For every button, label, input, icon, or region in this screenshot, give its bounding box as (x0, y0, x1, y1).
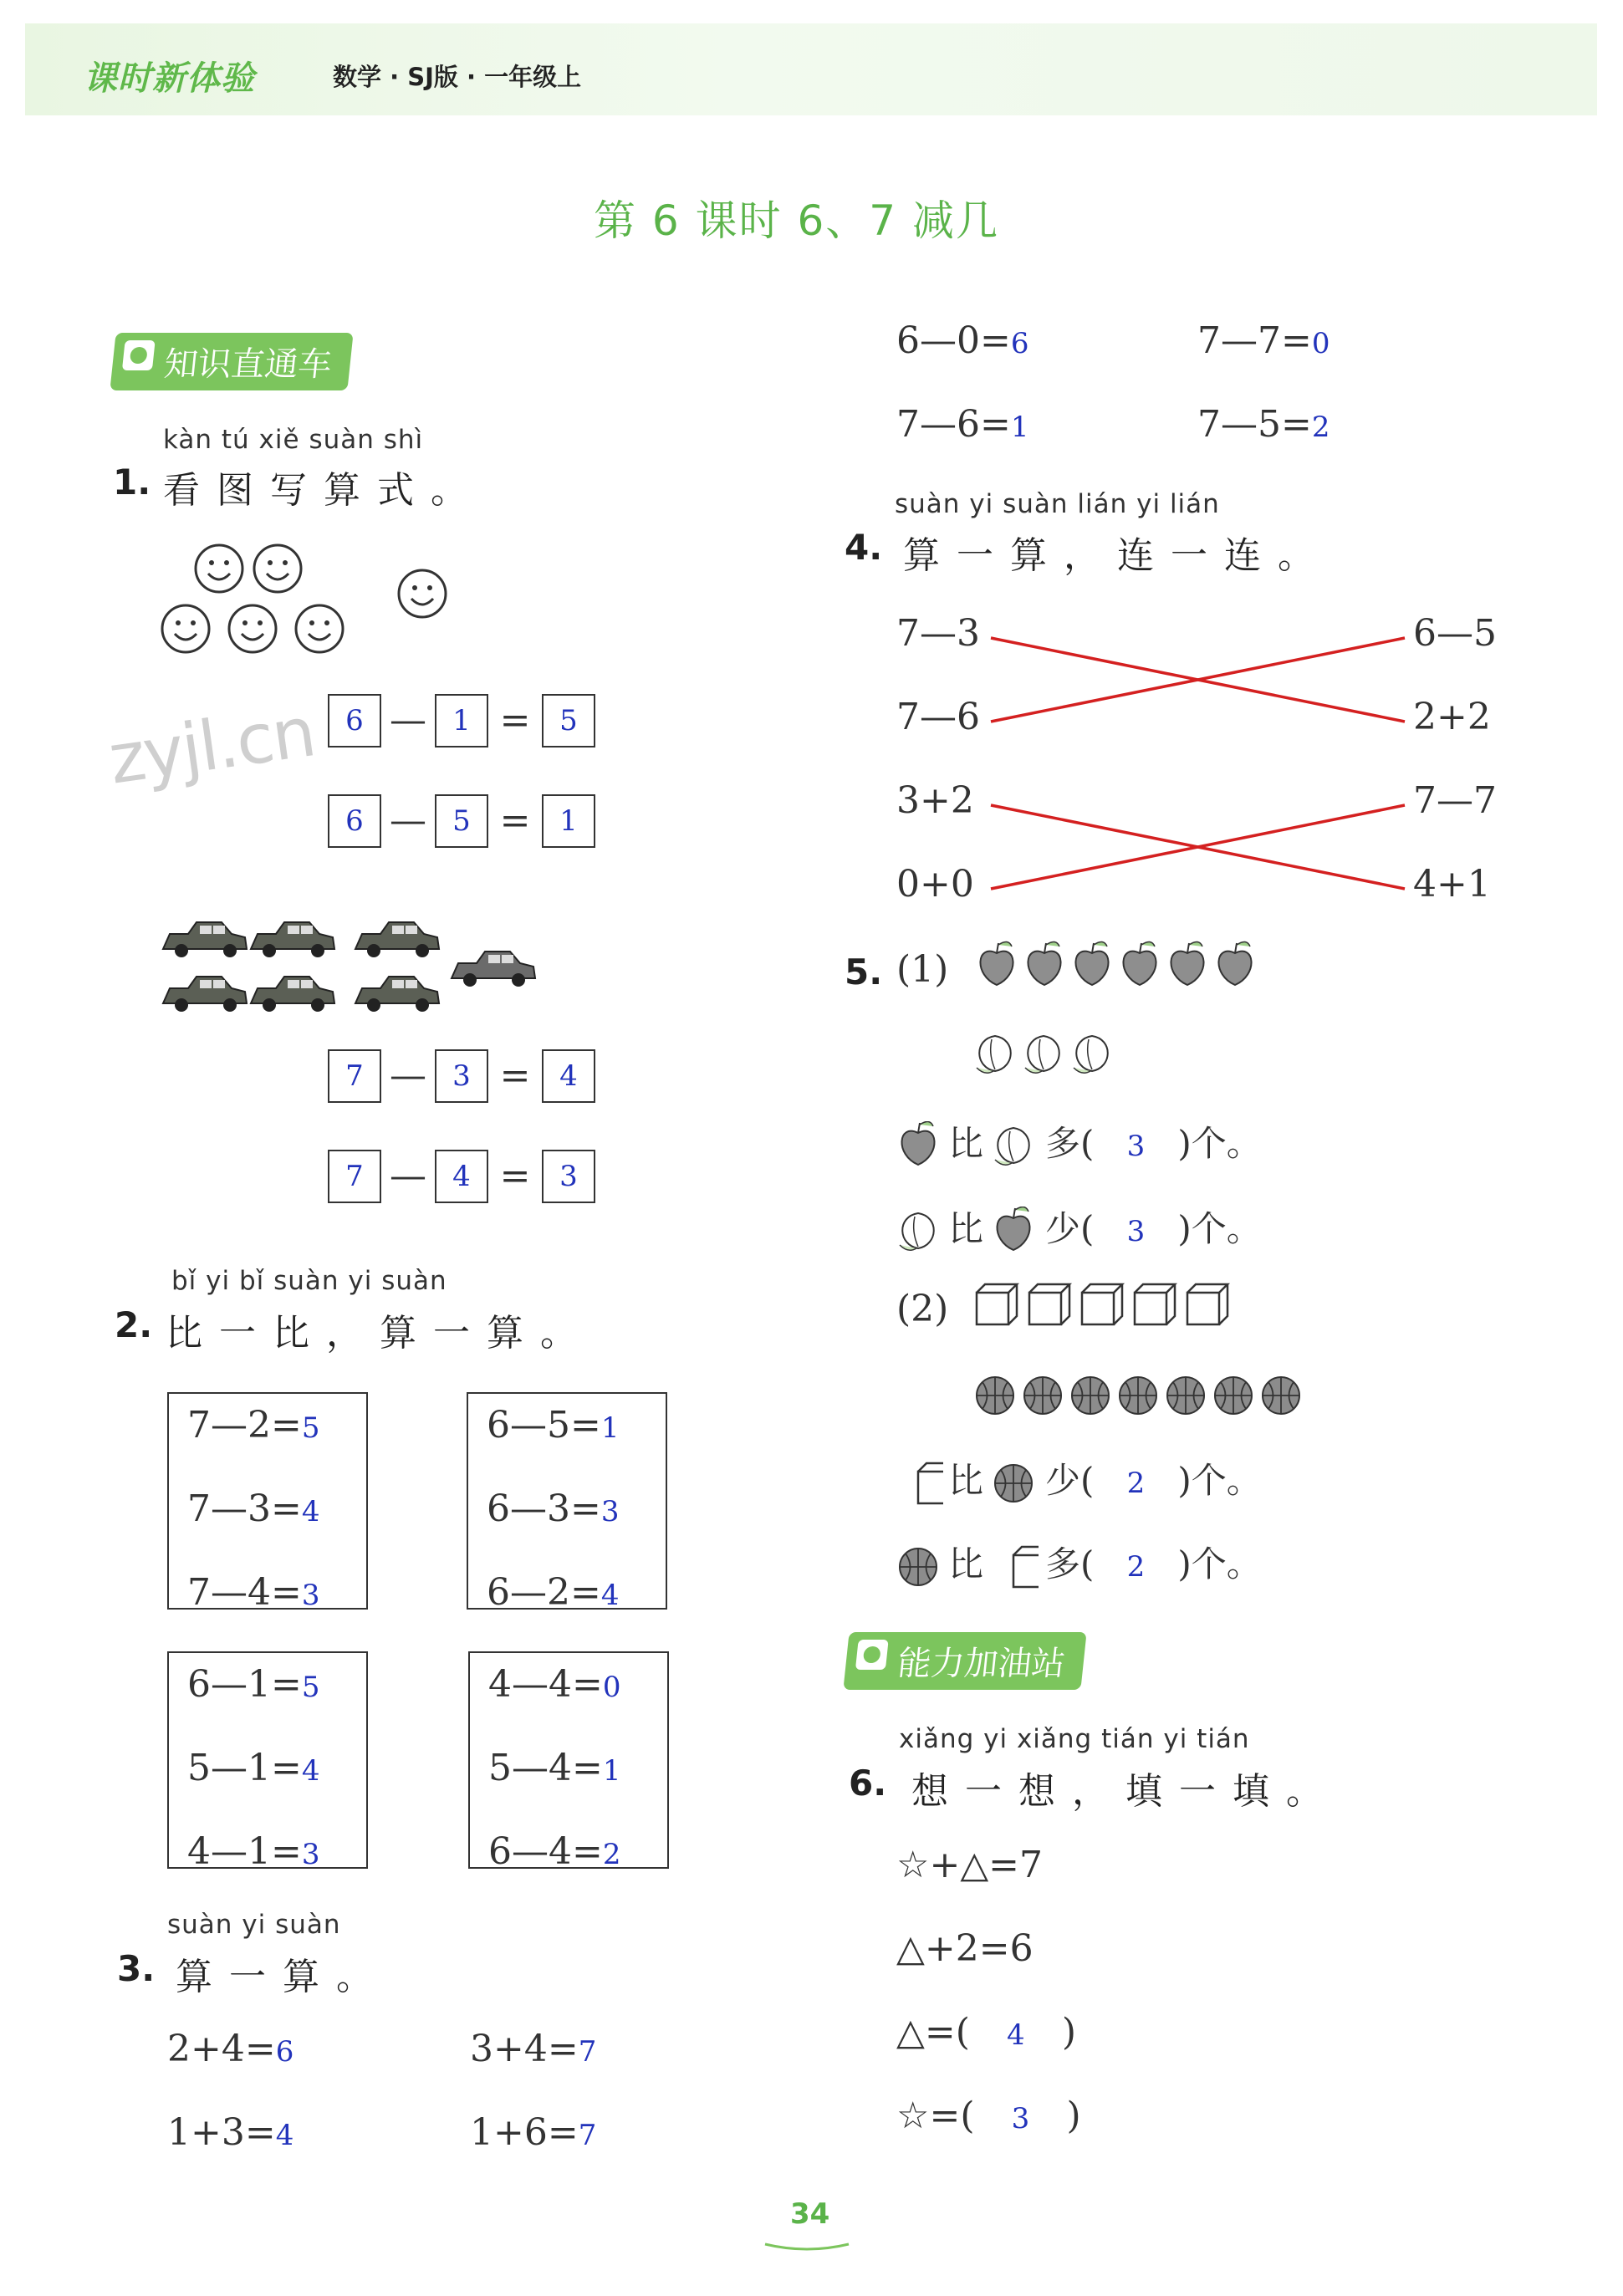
equation-line (187, 1830, 320, 1873)
minus-sign: — (390, 1155, 426, 1197)
q6-number: 6. (849, 1763, 887, 1804)
equals-sign: = (499, 699, 531, 742)
answer-box: 4 (542, 1049, 595, 1103)
q3-pinyin: suàn yi suàn (167, 1910, 341, 1940)
equation-line (487, 1571, 620, 1614)
peach-icon (1025, 1036, 1059, 1073)
apple-icon (1123, 941, 1156, 985)
answer-box: 1 (435, 694, 488, 747)
compare-icon-a (893, 1207, 943, 1257)
book-subtitle: 数学 · SJ版 · 一年级上 (333, 63, 582, 91)
cube-icon (1135, 1284, 1175, 1324)
compare-word: 少( (1045, 1208, 1095, 1249)
equation-expr: 7—3= (187, 1487, 302, 1530)
match-right-item: 6—5 (1413, 612, 1497, 655)
q5-part1-label: (1) (896, 948, 949, 991)
calc-expr: 6—0= (896, 319, 1011, 362)
equation-line (487, 1404, 620, 1446)
equation-answer: 3 (301, 1838, 320, 1871)
equation-expr: 5—4= (488, 1747, 603, 1789)
equation-answer: 3 (301, 1579, 320, 1612)
basketball-icon (1167, 1377, 1204, 1414)
cubes-illustration (970, 1278, 1246, 1336)
match-left-item: 7—3 (896, 612, 980, 655)
equation-answer: 0 (602, 1671, 621, 1704)
compare-icon-b (988, 1458, 1039, 1508)
equation-expr: 6—1= (187, 1663, 302, 1706)
section-label: 知识直通车 (162, 345, 334, 384)
basketball-icon (1024, 1377, 1061, 1414)
answer-box: 7 (328, 1150, 381, 1203)
compare-icon-a (893, 1542, 943, 1592)
q6-answer-star: 3 (1011, 2102, 1030, 2135)
q6-close-paren: ) (1061, 2011, 1077, 2054)
q3-text: 算一算。 (176, 1956, 390, 1998)
calc-expr: 7—6= (896, 403, 1011, 446)
q4-number: 4. (845, 527, 883, 568)
cars-illustration (159, 903, 544, 1028)
equation-answer: 4 (600, 1579, 620, 1612)
equation-answer: 5 (301, 1411, 320, 1445)
compare-answer: 2 (1126, 1550, 1146, 1584)
basketballs-illustration (970, 1365, 1304, 1424)
compare-cube-ball (893, 1453, 1262, 1508)
equation-line (487, 1487, 620, 1530)
q6-line2: △+2=6 (896, 1927, 1034, 1970)
q2-pinyin: bǐ yi bǐ suàn yi suàn (171, 1266, 447, 1296)
equals-sign: = (499, 1155, 531, 1197)
q2-text: 比一比，算一算。 (166, 1312, 594, 1355)
answer-box: 6 (328, 794, 381, 848)
cube-icon (1082, 1284, 1122, 1324)
answer-box: 5 (542, 694, 595, 747)
calc-item (1197, 403, 1330, 446)
match-right-item: 7—7 (1413, 779, 1497, 822)
compare-ge: )个。 (1177, 1123, 1262, 1164)
cube-icon (918, 1463, 943, 1503)
equation-line (488, 1747, 621, 1789)
compare-icon-b (988, 1542, 1039, 1592)
car-icon (251, 922, 334, 957)
q6-line3 (896, 2011, 1076, 2054)
watermark: zyjl.cn (104, 692, 319, 800)
calc-answer: 4 (275, 2119, 294, 2152)
q1-pinyin: kàn tú xiě suàn shì (163, 425, 424, 455)
compare-peach-apple (893, 1202, 1262, 1257)
cube-icon (977, 1284, 1017, 1324)
calc-item (167, 2111, 293, 2154)
equation-expr: 6—2= (487, 1571, 601, 1614)
equals-sign: = (499, 799, 531, 842)
equation-line (187, 1404, 320, 1446)
equation-answer: 4 (301, 1754, 320, 1788)
equation-expr: 7—4= (187, 1571, 302, 1614)
matching-lines (978, 610, 1413, 895)
q5-number: 5. (845, 952, 883, 992)
q2-number: 2. (115, 1304, 153, 1345)
equals-sign: = (499, 1054, 531, 1097)
compare-icon-a (893, 1458, 943, 1508)
answer-box: 1 (542, 794, 595, 848)
answer-box: 4 (435, 1150, 488, 1203)
smiley-icon (229, 605, 276, 652)
smiley-faces-illustration (151, 535, 452, 661)
answer-box: 3 (542, 1150, 595, 1203)
q1-number: 1. (113, 462, 151, 503)
compare-answer: 2 (1126, 1467, 1146, 1500)
calc-item (470, 2028, 596, 2070)
answer-box: 5 (435, 794, 488, 848)
lesson-title: 第 6 课时 6、7 减几 (594, 196, 1000, 245)
basketball-icon (977, 1377, 1013, 1414)
calc-answer: 0 (1311, 327, 1330, 360)
calc-answer: 7 (578, 2119, 597, 2152)
equation-answer: 2 (602, 1838, 621, 1871)
equation-group-box (468, 1651, 669, 1873)
calc-item (896, 403, 1029, 446)
apple-icon (1171, 941, 1203, 985)
equation-expr: 5—1= (187, 1747, 302, 1789)
compare-icon-a (893, 1121, 943, 1171)
calc-expr: 2+4= (167, 2028, 276, 2070)
q6-line4 (896, 2094, 1081, 2137)
basketball-icon (900, 1549, 937, 1585)
equation-expr: 6—3= (487, 1487, 601, 1530)
compare-answer: 3 (1126, 1130, 1146, 1163)
apple-icon (1218, 941, 1251, 985)
section-tag-ability (843, 1632, 1086, 1690)
section-tag-knowledge (110, 333, 353, 390)
compare-ge: )个。 (1177, 1460, 1262, 1501)
q6-line3-expr: △=( (896, 2011, 970, 2054)
equation-expr: 4—4= (488, 1663, 603, 1706)
apple-icon (1075, 941, 1108, 985)
car-icon (163, 977, 247, 1012)
compare-word: 少( (1045, 1460, 1095, 1501)
compare-icon-b (988, 1121, 1039, 1171)
calc-item (1197, 319, 1330, 362)
answer-box: 6 (328, 694, 381, 747)
equation-answer: 5 (301, 1671, 320, 1704)
apples-illustration (970, 938, 1271, 997)
basketball-icon (995, 1465, 1032, 1502)
cube-icon (1029, 1284, 1069, 1324)
section-label: 能力加油站 (896, 1645, 1068, 1683)
brand-logo: 课时新体验 (84, 59, 255, 98)
apple-icon (997, 1207, 1029, 1250)
calc-answer: 7 (578, 2035, 597, 2069)
smiley-icon (196, 545, 242, 592)
match-right-item: 2+2 (1413, 696, 1491, 738)
calc-expr: 1+6= (470, 2111, 579, 2154)
equation-line (488, 1830, 621, 1873)
q6-line1: ☆+△=7 (896, 1844, 1044, 1886)
page-number: 34 (790, 2197, 830, 2231)
equation-line (187, 1663, 320, 1706)
compare-bi: 比 (948, 1543, 984, 1584)
calc-expr: 3+4= (470, 2028, 579, 2070)
equation-answer: 4 (301, 1495, 320, 1528)
car-icon (355, 977, 439, 1012)
calc-answer: 2 (1311, 411, 1330, 444)
apple-icon (980, 941, 1013, 985)
compare-apple-peach (893, 1116, 1262, 1171)
answer-box: 3 (435, 1049, 488, 1103)
compare-ge: )个。 (1177, 1543, 1262, 1584)
q1-text: 看图写算式。 (163, 469, 484, 512)
calc-expr: 7—5= (1197, 403, 1312, 446)
equation-expr: 6—5= (487, 1404, 601, 1446)
page-number-swoosh (761, 2237, 853, 2254)
equation-answer: 1 (602, 1754, 621, 1788)
compare-answer: 3 (1126, 1215, 1146, 1248)
peach-icon (995, 1128, 1029, 1165)
match-left-item: 0+0 (896, 863, 974, 906)
equation-answer: 3 (600, 1495, 620, 1528)
calc-answer: 1 (1010, 411, 1029, 444)
calc-answer: 6 (1010, 327, 1029, 360)
calc-expr: 1+3= (167, 2111, 276, 2154)
fuel-icon (855, 1640, 889, 1670)
match-left-item: 3+2 (896, 779, 974, 822)
peach-icon (1074, 1036, 1108, 1073)
match-right-item: 4+1 (1413, 863, 1491, 906)
compare-word: 多( (1045, 1543, 1095, 1584)
q5-part2-label: (2) (896, 1288, 949, 1330)
q6-text: 想一想，填一填。 (911, 1770, 1340, 1813)
equation-expr: 6—4= (488, 1830, 603, 1873)
match-left-item: 7—6 (896, 696, 980, 738)
apple-icon (1028, 941, 1060, 985)
compare-icon-b (988, 1207, 1039, 1257)
cube-icon (1187, 1284, 1227, 1324)
basketball-icon (1072, 1377, 1109, 1414)
basketball-icon (1120, 1377, 1156, 1414)
apple-icon (901, 1121, 934, 1165)
train-icon (122, 340, 156, 370)
compare-bi: 比 (948, 1208, 984, 1249)
peach-icon (977, 1036, 1011, 1073)
minus-sign: — (390, 699, 426, 742)
equation-group-box (167, 1651, 368, 1873)
q4-pinyin: suàn yi suàn lián yi lián (895, 489, 1220, 519)
q4-text: 算一算，连一连。 (903, 534, 1331, 577)
calc-item (896, 319, 1029, 362)
car-icon (251, 977, 334, 1012)
equation-expr: 7—2= (187, 1404, 302, 1446)
peach-icon (900, 1213, 934, 1250)
q6-answer-triangle: 4 (1007, 2018, 1025, 2052)
car-icon (163, 922, 247, 957)
q6-pinyin: xiǎng yi xiǎng tián yi tián (899, 1724, 1250, 1754)
smiley-icon (162, 605, 209, 652)
equation-expr: 4—1= (187, 1830, 302, 1873)
cube-icon (1013, 1547, 1039, 1587)
smiley-icon (254, 545, 301, 592)
equation-line (187, 1571, 320, 1614)
calc-item (167, 2028, 293, 2070)
compare-bi: 比 (948, 1460, 984, 1501)
q6-close-paren: ) (1066, 2094, 1081, 2137)
equation-answer: 1 (600, 1411, 620, 1445)
smiley-icon (296, 605, 343, 652)
car-icon (452, 952, 535, 987)
equation-group-box (167, 1392, 368, 1614)
basketball-icon (1263, 1377, 1299, 1414)
smiley-icon (399, 570, 446, 617)
calc-expr: 7—7= (1197, 319, 1312, 362)
calc-answer: 6 (275, 2035, 294, 2069)
compare-bi: 比 (948, 1123, 984, 1164)
compare-word: 多( (1045, 1123, 1095, 1164)
basketball-icon (1215, 1377, 1252, 1414)
answer-box: 7 (328, 1049, 381, 1103)
compare-ge: )个。 (1177, 1208, 1262, 1249)
q3-number: 3. (117, 1948, 156, 1989)
equation-group-box (467, 1392, 667, 1614)
header-band (25, 23, 1597, 115)
equation-line (187, 1747, 320, 1789)
equation-line (488, 1663, 621, 1706)
car-icon (355, 922, 439, 957)
minus-sign: — (390, 799, 426, 842)
minus-sign: — (390, 1054, 426, 1097)
equation-line (187, 1487, 320, 1530)
compare-ball-cube (893, 1537, 1262, 1592)
q6-line4-expr: ☆=( (896, 2094, 975, 2137)
peaches-illustration (970, 1024, 1137, 1083)
calc-item (470, 2111, 596, 2154)
